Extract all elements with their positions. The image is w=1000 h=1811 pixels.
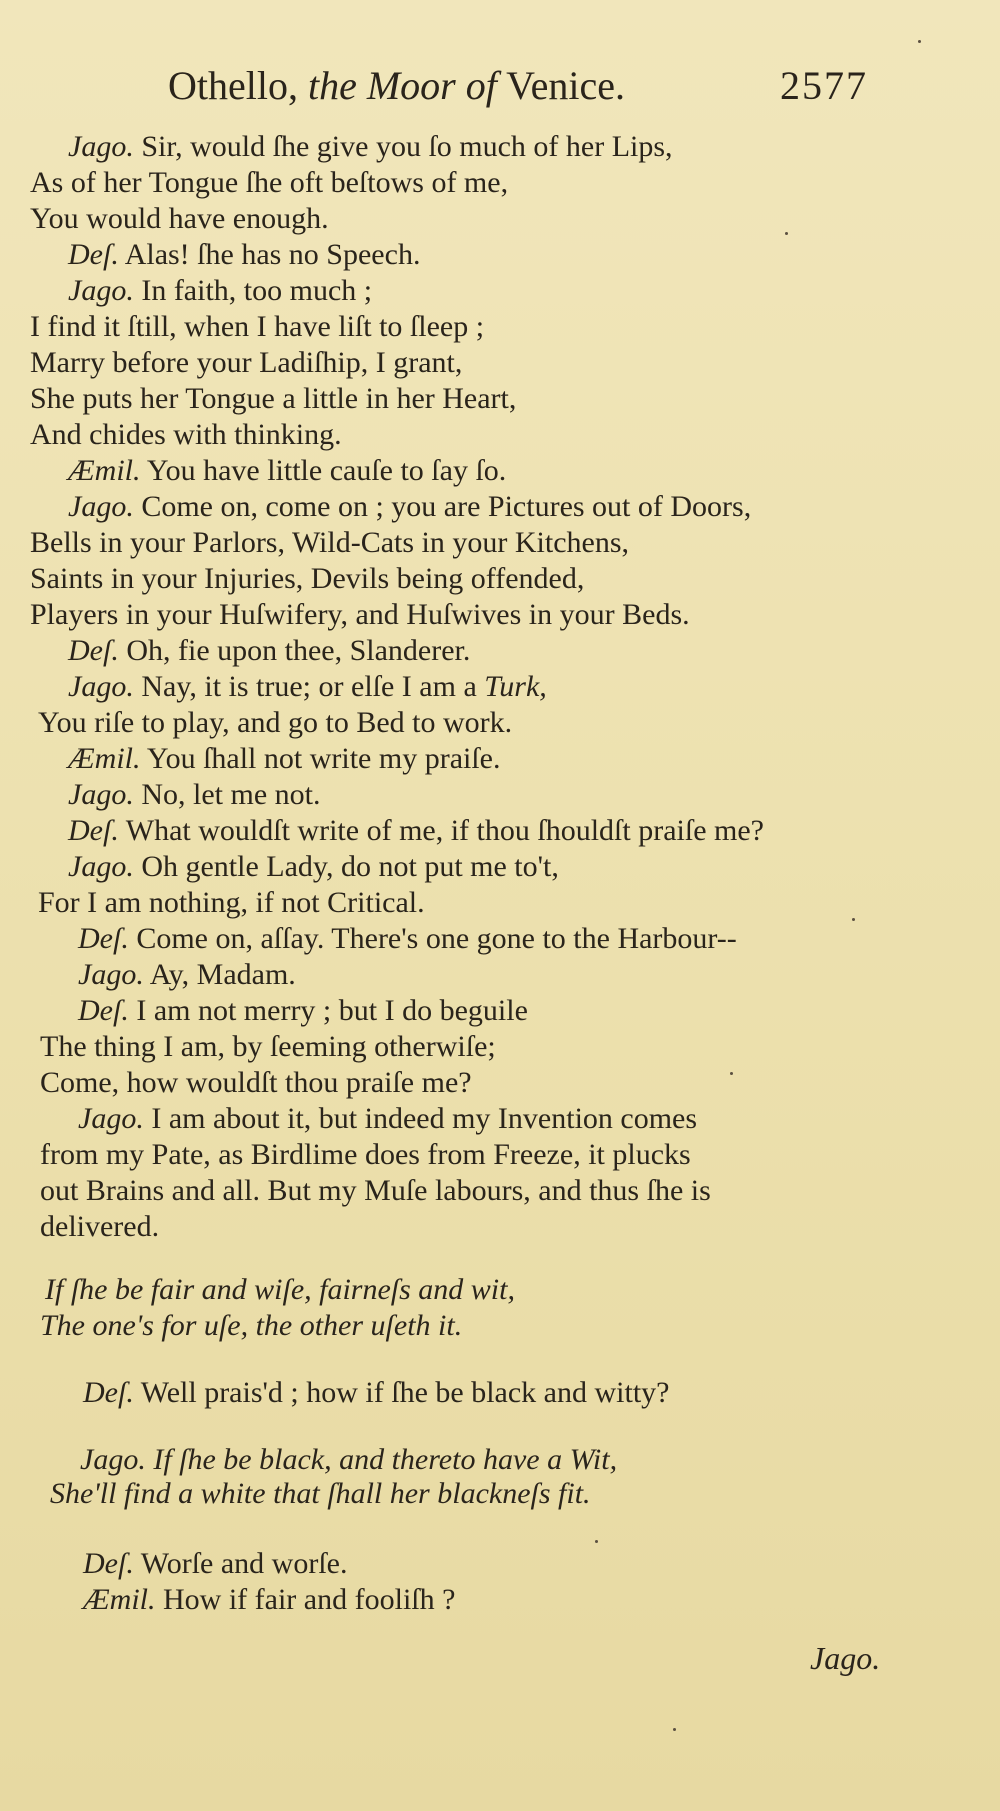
line-text: You would have enough. bbox=[30, 202, 329, 235]
speaker-name: Deſ. bbox=[68, 634, 119, 667]
text-line bbox=[68, 489, 751, 525]
text-line bbox=[68, 237, 420, 273]
line-text: Saints in your Injuries, Devils being offended, bbox=[30, 562, 585, 595]
line-text: If ſhe be black, and thereto have a Wit, bbox=[153, 1443, 618, 1476]
text-line bbox=[38, 705, 512, 741]
line-text: Well prais'd ; how if ſhe be black and witty? bbox=[140, 1376, 670, 1409]
line-text: I am about it, but indeed my Invention comes bbox=[151, 1102, 698, 1135]
text-line bbox=[30, 309, 484, 345]
text-line bbox=[68, 633, 470, 669]
text-line bbox=[40, 1308, 462, 1344]
line-text: Ay, Madam. bbox=[149, 958, 296, 991]
line-text: Worſe and worſe. bbox=[140, 1547, 348, 1580]
text-line bbox=[68, 129, 673, 165]
text-line bbox=[68, 777, 320, 813]
speaker-name: Deſ. bbox=[68, 814, 119, 847]
speaker-name: Deſ. bbox=[83, 1547, 134, 1580]
line-text: I find it ſtill, when I have liſt to ſleep ; bbox=[30, 310, 485, 343]
text-line bbox=[45, 1272, 515, 1308]
text-line bbox=[30, 417, 342, 453]
line-text: Bells in your Parlors, Wild-Cats in your Kitchens, bbox=[30, 526, 630, 559]
speck bbox=[918, 40, 921, 43]
page-number: 2577 bbox=[780, 63, 868, 108]
text-line bbox=[50, 1476, 591, 1512]
text-line bbox=[68, 453, 506, 489]
speck bbox=[785, 232, 788, 235]
text-line bbox=[30, 525, 629, 561]
line-text: Oh, fie upon thee, Slanderer. bbox=[126, 634, 471, 667]
line-text: Oh gentle Lady, do not put me to't, bbox=[141, 850, 559, 883]
speaker-name: Æmil. bbox=[68, 742, 141, 775]
line-text: from my Pate, as Birdlime does from Freeze, it plucks bbox=[40, 1138, 691, 1171]
line-text: Marry before your Ladiſhip, I grant, bbox=[30, 346, 463, 379]
title-part: Othello, bbox=[168, 63, 298, 108]
line-text: Come on, come on ; you are Pictures out of Doors, bbox=[141, 490, 752, 523]
speaker-name: Jago. bbox=[80, 1443, 146, 1476]
speaker-name: Jago. bbox=[68, 778, 134, 811]
text-line bbox=[40, 1137, 691, 1173]
line-text: Alas! ſhe has no Speech. bbox=[124, 238, 421, 271]
text-line bbox=[30, 345, 462, 381]
text-line bbox=[40, 1173, 711, 1209]
text-line bbox=[68, 741, 501, 777]
speaker-name: Jago. bbox=[68, 670, 134, 703]
text-line bbox=[40, 1209, 159, 1245]
line-text-italic: Turk, bbox=[484, 670, 547, 703]
line-text: Come on, aſſay. There's one gone to the Harbour-- bbox=[136, 922, 737, 955]
speaker-name: Deſ. bbox=[83, 1376, 134, 1409]
line-text: You riſe to play, and go to Bed to work. bbox=[38, 706, 513, 739]
line-text: Sir, would ſhe give you ſo much of her Lips, bbox=[141, 130, 673, 163]
line-text: Nay, it is true; or elſe I am a bbox=[141, 670, 477, 703]
text-line bbox=[30, 561, 584, 597]
line-text: The one's for uſe, the other uſeth it. bbox=[40, 1309, 463, 1342]
speaker-name: Deſ. bbox=[78, 994, 129, 1027]
line-text: If ſhe be fair and wiſe, fairneſs and wit, bbox=[45, 1273, 515, 1306]
speaker-name: Jago. bbox=[68, 130, 134, 163]
title-part-end: Venice. bbox=[506, 63, 625, 108]
title-italic-part: the Moor of bbox=[307, 63, 497, 108]
speck bbox=[673, 1728, 676, 1731]
speaker-name: Æmil. bbox=[83, 1583, 156, 1616]
line-text: No, let me not. bbox=[141, 778, 321, 811]
text-line bbox=[80, 1442, 617, 1478]
text-line bbox=[40, 1065, 472, 1101]
text-line bbox=[30, 597, 690, 633]
text-line bbox=[68, 849, 559, 885]
line-text: I am not merry ; but I do beguile bbox=[136, 994, 528, 1027]
speck bbox=[595, 1540, 598, 1543]
text-line bbox=[38, 885, 425, 921]
speaker-name: Jago. bbox=[68, 850, 134, 883]
line-text: The thing I am, by ſeeming otherwiſe; bbox=[40, 1030, 496, 1063]
speaker-name: Deſ. bbox=[78, 922, 129, 955]
speaker-name: Jago. bbox=[78, 1102, 144, 1135]
text-line bbox=[78, 1101, 697, 1137]
text-line bbox=[83, 1582, 455, 1618]
line-text: For I am nothing, if not Critical. bbox=[38, 886, 425, 919]
text-line bbox=[83, 1375, 669, 1411]
line-text: out Brains and all. But my Muſe labours, and thus ſhe is bbox=[40, 1174, 711, 1207]
line-text: Players in your Huſwifery, and Huſwives in your Beds. bbox=[30, 598, 690, 631]
text-line bbox=[83, 1546, 347, 1582]
line-text: And chides with thinking. bbox=[30, 418, 342, 451]
text-line bbox=[40, 1029, 496, 1065]
text-line bbox=[68, 669, 547, 705]
line-text: How if fair and fooliſh ? bbox=[163, 1583, 456, 1616]
speck bbox=[852, 918, 855, 921]
speck bbox=[730, 1072, 733, 1075]
speaker-name: Jago. bbox=[68, 490, 134, 523]
running-title bbox=[168, 62, 625, 109]
speaker-name: Deſ. bbox=[68, 238, 119, 271]
speaker-name: Jago. bbox=[68, 274, 134, 307]
line-text: She'll find a white that ſhall her blackneſs fit. bbox=[50, 1477, 591, 1510]
text-line bbox=[68, 813, 764, 849]
line-text: As of her Tongue ſhe oft beſtows of me, bbox=[30, 166, 509, 199]
catchword: Jago. bbox=[810, 1640, 881, 1676]
line-text: What wouldſt write of me, if thou ſhouldſt praiſe me? bbox=[125, 814, 764, 847]
text-line bbox=[78, 993, 528, 1029]
line-text: delivered. bbox=[40, 1210, 160, 1243]
text-line bbox=[30, 381, 516, 417]
text-line bbox=[30, 165, 508, 201]
text-line bbox=[30, 201, 329, 237]
speaker-name: Æmil. bbox=[68, 454, 141, 487]
line-text: You have little cauſe to ſay ſo. bbox=[146, 454, 507, 487]
running-header bbox=[168, 62, 868, 122]
line-text: You ſhall not write my praiſe. bbox=[146, 742, 501, 775]
line-text: In faith, too much ; bbox=[141, 274, 373, 307]
text-line bbox=[78, 921, 737, 957]
line-text: Come, how wouldſt thou praiſe me? bbox=[40, 1066, 472, 1099]
text-line bbox=[78, 957, 296, 993]
text-line bbox=[68, 273, 372, 309]
line-text: She puts her Tongue a little in her Heart, bbox=[30, 382, 517, 415]
speaker-name: Jago. bbox=[78, 958, 144, 991]
